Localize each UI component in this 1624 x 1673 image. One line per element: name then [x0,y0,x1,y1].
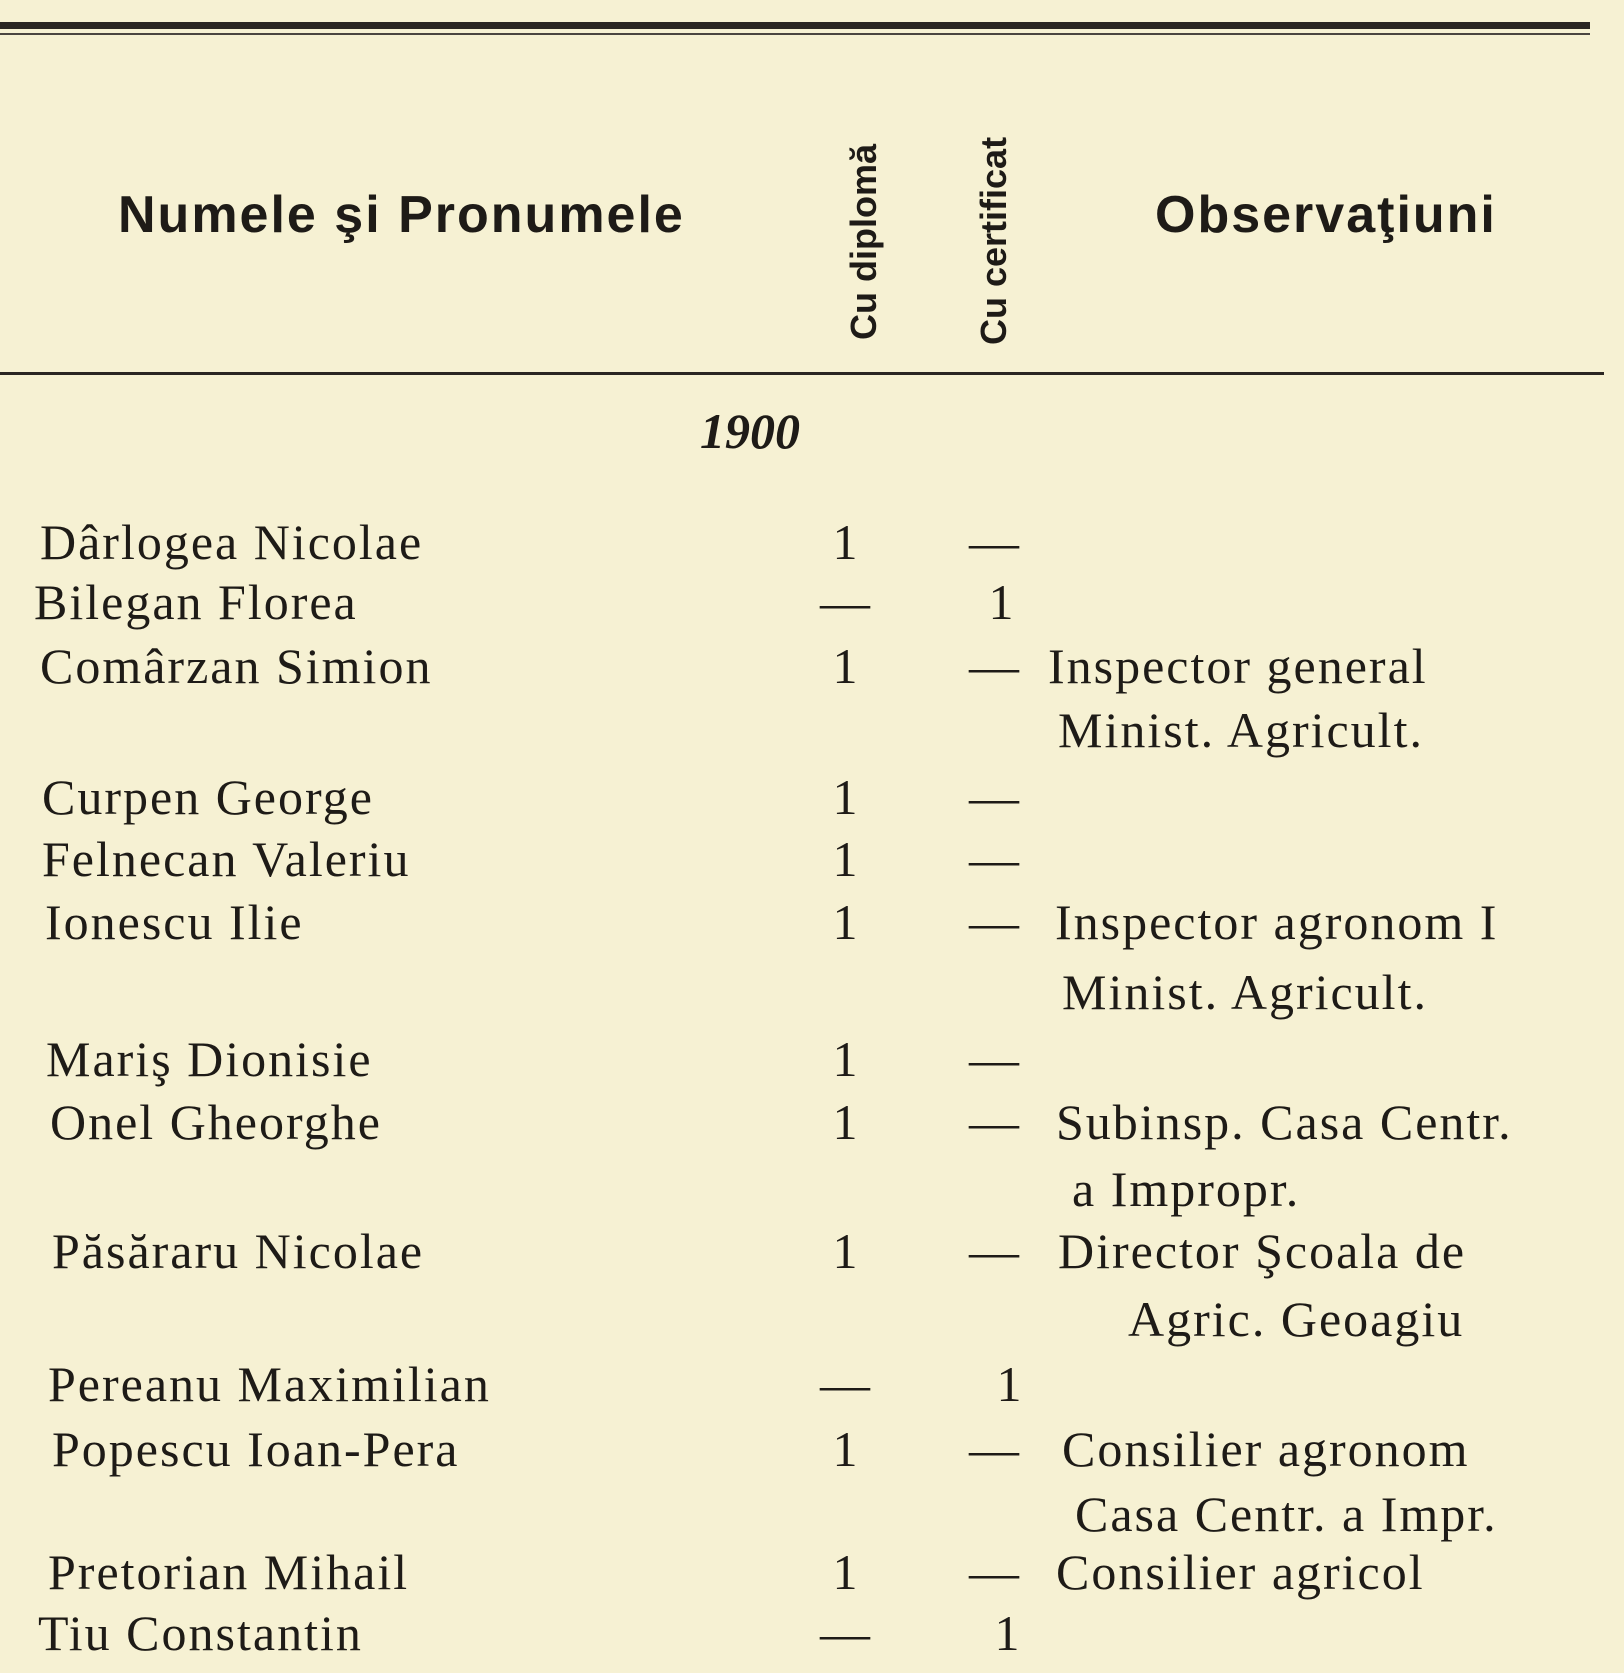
certificat-value: 1 [988,574,1016,630]
person-name: Tiu Constantin [38,1605,363,1661]
person-name: Păsăraru Nicolae [52,1223,425,1279]
diploma-value: — [820,1605,872,1661]
person-name: Comârzan Simion [40,638,433,694]
person-name: Curpen George [42,769,374,825]
observation-line: Agric. Geoagiu [1128,1291,1465,1347]
person-name: Felnecan Valeriu [42,831,411,887]
top-rule-thin [0,33,1590,35]
table-row [0,1355,1624,1415]
diploma-value: 1 [832,1544,860,1600]
observation-line: Consilier agricol [1056,1544,1425,1600]
observation-line: Director Şcoala de [1058,1223,1467,1279]
table-row [0,1604,1624,1664]
header-diploma: Cu diplomă [843,144,884,340]
certificat-value: — [969,831,1021,887]
person-name: Dârlogea Nicolae [40,514,424,570]
header-rule [0,372,1604,375]
person-name: Mariş Dionisie [46,1031,373,1087]
table-row [0,1030,1624,1090]
diploma-value: — [820,1356,872,1412]
person-name: Ionescu Ilie [45,894,304,950]
certificat-value: 1 [994,1605,1022,1661]
person-name: Bilegan Florea [34,574,358,630]
certificat-value: — [969,1223,1021,1279]
certificat-value: 1 [996,1356,1024,1412]
diploma-value: 1 [832,1223,860,1279]
observation-line: Minist. Agricult. [1058,702,1424,758]
table-row [0,830,1624,890]
certificat-value: — [969,769,1021,825]
top-rule [0,22,1590,29]
certificat-value: — [969,1544,1021,1600]
observation-line: Minist. Agricult. [1062,964,1428,1020]
table-row [0,513,1624,573]
year-heading: 1900 [700,403,800,459]
table-row [0,573,1624,633]
observation-line: Consilier agronom [1062,1421,1470,1477]
observation-line: Subinsp. Casa Centr. [1056,1094,1513,1150]
certificat-value: — [969,894,1021,950]
observation-line: Inspector general [1048,638,1428,694]
diploma-value: 1 [832,831,860,887]
diploma-value: 1 [832,769,860,825]
observation-line: Inspector agronom I [1055,894,1499,950]
certificat-value: — [969,1031,1021,1087]
certificat-value: — [969,638,1021,694]
diploma-value: 1 [832,638,860,694]
table-row [0,768,1624,828]
diploma-value: 1 [832,514,860,570]
person-name: Popescu Ioan-Pera [52,1421,460,1477]
diploma-value: — [820,574,872,630]
observation-line: Casa Centr. a Impr. [1075,1486,1498,1542]
certificat-value: — [969,1421,1021,1477]
observation-line: a Impropr. [1072,1161,1301,1217]
header-observatiuni: Observaţiuni [1155,186,1497,244]
header-name: Numele şi Pronumele [118,186,685,244]
person-name: Pereanu Maximilian [48,1356,491,1412]
person-name: Onel Gheorghe [50,1094,382,1150]
diploma-value: 1 [832,1094,860,1150]
certificat-value: — [969,514,1021,570]
header-certificat: Cu certificat [973,136,1014,345]
certificat-value: — [969,1094,1021,1150]
person-name: Pretorian Mihail [48,1544,410,1600]
diploma-value: 1 [832,1031,860,1087]
diploma-value: 1 [832,1421,860,1477]
diploma-value: 1 [832,894,860,950]
